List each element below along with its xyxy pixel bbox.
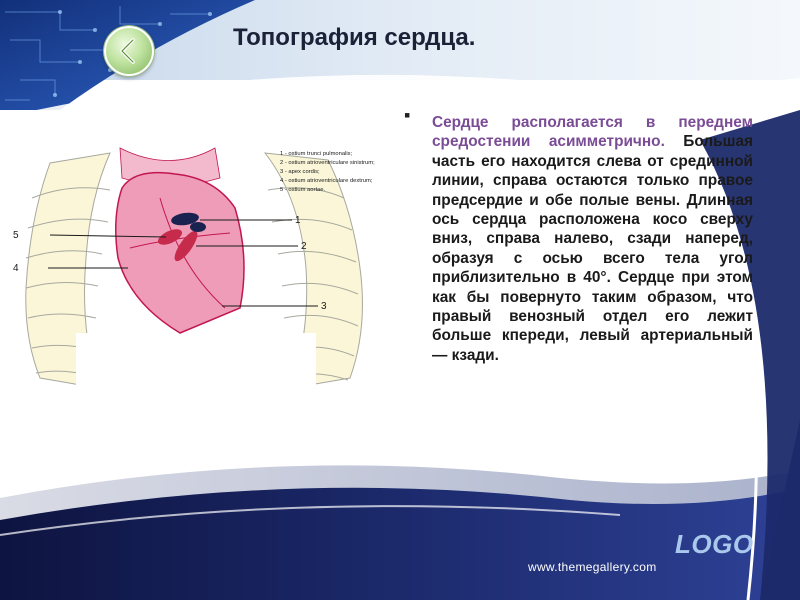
legend-item: 4 - ostium atrioventriculare dextrum; bbox=[280, 178, 373, 184]
callout-2: 2 bbox=[301, 241, 307, 252]
logo: LOGO bbox=[675, 529, 754, 559]
bullet-marker: ▪ bbox=[404, 105, 411, 125]
body-rest: Большая часть его находится слева от срединной линии, справа остаются только правое предсердие и обе полые вены. Длинная ось сердца расположена косо сверху вниз, справа налево, сзади наперед, образуя с осью всего тела угол приблизительно в 40°. Сердце при этом как бы повернуто таким образом, что правый венозный отдел его лежит больше кпереди, левый артериальный — кзади. bbox=[432, 133, 753, 364]
body-text bbox=[432, 113, 753, 365]
callout-3: 3 bbox=[321, 301, 327, 312]
legend-item: 1 - ostium trunci pulmonalis; bbox=[280, 151, 353, 157]
legend-item: 3 - apex cordis; bbox=[280, 169, 320, 175]
chevron-left-icon bbox=[106, 28, 152, 74]
body-lead: Сердце располагается в переднем средостении асимметрично. bbox=[432, 114, 753, 151]
heart-topography-figure bbox=[10, 138, 410, 400]
legend-item: 2 - ostium atrioventriculare sinistrum; bbox=[280, 160, 375, 166]
back-button[interactable] bbox=[104, 26, 154, 76]
callout-1: 1 bbox=[295, 215, 301, 226]
website-link[interactable]: www.themegallery.com bbox=[528, 560, 657, 574]
callout-4: 4 bbox=[13, 263, 19, 274]
legend-item: 5 - ostium aortae. bbox=[280, 187, 326, 193]
callout-5: 5 bbox=[13, 230, 19, 241]
slide-title: Топография сердца. bbox=[233, 24, 476, 51]
